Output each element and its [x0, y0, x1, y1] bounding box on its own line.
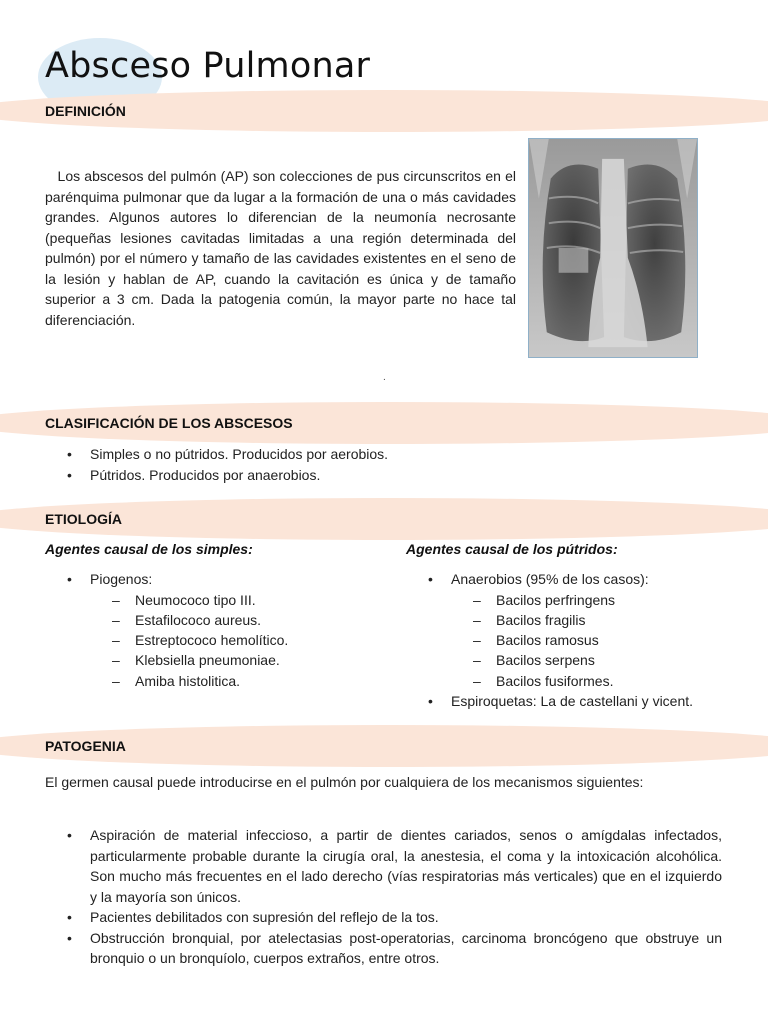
- sublist-item: – Estafilococo aureus.: [90, 610, 385, 630]
- simples-list: [45, 569, 385, 691]
- list-item: • Espiroquetas: La de castellani y vicent.: [406, 691, 756, 712]
- sublist-item: – Estreptococo hemolítico.: [90, 630, 385, 650]
- sublist-item: – Neumococo tipo III.: [90, 590, 385, 610]
- sublist-item: – Bacilos fragilis: [451, 610, 756, 630]
- list-item: • Pacientes debilitados con supresión del reflejo de la tos.: [45, 907, 722, 928]
- piogenos-label: Piogenos:: [90, 571, 153, 587]
- sublist-item: – Amiba histolitica.: [90, 671, 385, 691]
- separator-dot: .: [383, 372, 386, 383]
- sublist-item: – Bacilos ramosus: [451, 630, 756, 650]
- list-item: [45, 569, 385, 691]
- list-item: • Pútridos. Producidos por anaerobios.: [45, 465, 745, 486]
- chest-xray-image: [528, 138, 698, 358]
- list-item: • Obstrucción bronquial, por atelectasias post-operatorias, carcinoma broncógeno que obstruye un bronquio o un bronquíolo, cuerpos extraños, entre otros.: [45, 928, 722, 969]
- list-item: • Simples o no pútridos. Producidos por aerobios.: [45, 444, 745, 465]
- section-heading-clasificacion: CLASIFICACIÓN DE LOS ABSCESOS: [45, 415, 293, 431]
- patogenia-list: [45, 825, 722, 969]
- clasificacion-list: [45, 444, 745, 485]
- section-heading-definicion: DEFINICIÓN: [45, 103, 126, 119]
- simples-sublist: [90, 590, 385, 691]
- putridos-sublist: [451, 590, 756, 691]
- simples-heading: Agentes causal de los simples:: [45, 541, 253, 557]
- sublist-item: – Bacilos serpens: [451, 650, 756, 670]
- page-title: Absceso Pulmonar: [45, 46, 371, 86]
- sublist-item: – Bacilos perfringens: [451, 590, 756, 610]
- list-item: • Aspiración de material infeccioso, a partir de dientes cariados, senos o amígdalas infectados, particularmente probable durante la cirugía oral, la anestesia, el coma y la intoxicación alcohólica. Son mucho más frecuentes en el lado derecho (vías respiratorias más verticales) que en el izquierdo y la mayoría son únicos.: [45, 825, 722, 907]
- definicion-paragraph: Los abscesos del pulmón (AP) son colecciones de pus circunscritos en el parénquima pulmonar que da lugar a la formación de una o más cavidades grandes. Algunos autores lo diferencian de la neumonía necrosante (pequeñas lesiones cavitadas limitadas a una región determinada del pulmón) por el número y tamaño de las cavidades existentes en el seno de la lesión y hablan de AP, cuando la cavitación es única y de tamaño superior a 3 cm. Dada la patogenia común, la mayor parte no hace tal diferenciación.: [45, 168, 520, 328]
- putridos-heading: Agentes causal de los pútridos:: [406, 541, 618, 557]
- list-item: [406, 569, 756, 691]
- sublist-item: – Klebsiella pneumoniae.: [90, 650, 385, 670]
- anaerobios-label: Anaerobios (95% de los casos):: [451, 571, 649, 587]
- putridos-list: [406, 569, 756, 711]
- sublist-item: – Bacilos fusiformes.: [451, 671, 756, 691]
- patogenia-intro: El germen causal puede introducirse en el pulmón por cualquiera de los mecanismos siguientes:: [45, 774, 644, 790]
- section-heading-patogenia: PATOGENIA: [45, 738, 126, 754]
- section-heading-etiologia: ETIOLOGÍA: [45, 511, 122, 527]
